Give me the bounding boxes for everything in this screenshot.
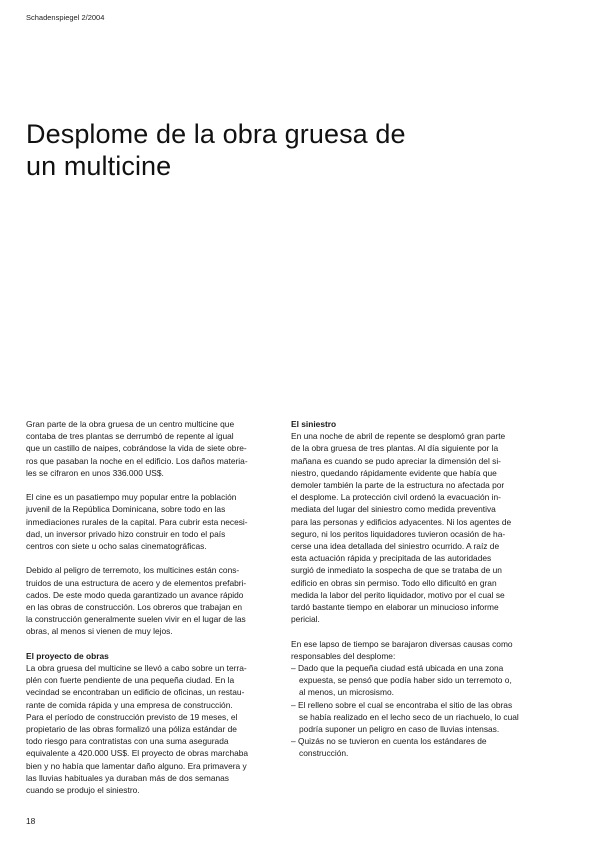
text-line: esta actuación rápida y precipitada de las autoridades	[291, 553, 492, 564]
text-line: surgió de inmediato la sospecha de que se trataba de un	[291, 565, 502, 576]
paragraph	[291, 430, 556, 625]
paragraph	[26, 662, 286, 796]
text-line: cuando se produjo el siniestro.	[26, 785, 140, 796]
text-line: dad, un inversor privado hizo construir en todo el país	[26, 528, 226, 539]
text-line: demoler también la parte de la estructura no afectada por	[291, 480, 505, 491]
text-line: propietario de las obras formalizó una póliza estándar de	[26, 724, 237, 735]
text-line: – El relleno sobre el cual se encontraba el sitio de las obras	[291, 699, 513, 710]
text-line: plén con fuerte pendiente de una pequeña ciudad. En la	[26, 675, 235, 686]
text-line: niestro, quedando rápidamente evidente que había que	[291, 467, 497, 478]
section	[291, 418, 556, 625]
text-line: la construcción generalmente suelen vivir en el lugar de las	[26, 614, 246, 625]
bullet-item	[291, 735, 556, 759]
bullet-item	[291, 699, 556, 736]
bullet-item	[291, 662, 556, 699]
text-line: En ese lapso de tiempo se barajaron diversas causas como	[291, 638, 513, 649]
text-line: El cine es un pasatiempo muy popular entre la población	[26, 492, 237, 503]
text-line: seguro, ni los peritos liquidadores tuvieron ocasión de ha-	[291, 528, 506, 539]
text-line: cerse una idea detallada del siniestro ocurrido. A raíz de	[291, 541, 500, 552]
page-number: 18	[26, 816, 36, 826]
text-line: inmediaciones rurales de la capital. Para cubrir esta necesi-	[26, 516, 248, 527]
text-line: podría suponer un peligro en caso de lluvias intensas.	[299, 724, 500, 735]
text-line: expuesta, se pensó que podía haber sido un terremoto o,	[299, 675, 512, 686]
paragraph	[26, 491, 286, 552]
text-line: Para el período de construcción previsto de 19 meses, el	[26, 711, 238, 722]
text-line: en las obras de construcción. Los obreros que trabajan en	[26, 602, 243, 613]
text-line: contaba de tres plantas se derrumbó de repente al igual	[26, 431, 234, 442]
text-line: bien y no había que lamentar daño alguno. Era primavera y	[26, 760, 247, 771]
text-line: juvenil de la República Dominicana, sobre todo en las	[26, 504, 226, 515]
text-line: de la obra gruesa de tres plantas. Al día siguiente por la	[291, 443, 499, 454]
text-line: rante de comida rápida y una empresa de construcción.	[26, 699, 233, 710]
text-line: En una noche de abril de repente se desplomó gran parte	[291, 431, 506, 442]
text-line: Debido al peligro de terremoto, los multicines están cons-	[26, 565, 240, 576]
text-line: centros con siete u ocho salas cinematográficas.	[26, 541, 207, 552]
text-line: todo riesgo para contratistas con una suma asegurada	[26, 736, 229, 747]
text-line: las lluvias habituales ya duraban más de dos semanas	[26, 772, 229, 783]
section	[26, 650, 286, 796]
intro-lines	[291, 638, 556, 662]
left-column	[26, 418, 286, 796]
right-column	[291, 418, 556, 760]
text-line: La obra gruesa del multicine se llevó a cabo sobre un terra-	[26, 663, 247, 674]
text-line: se había realizado en el lecho seco de un riachuelo, lo cual	[299, 711, 519, 722]
text-line: construcción.	[299, 748, 349, 759]
paragraph	[291, 638, 556, 760]
text-line: al menos, un microsismo.	[299, 687, 394, 698]
text-line: – Dado que la pequeña ciudad está ubicada en una zona	[291, 663, 504, 674]
section-heading: El siniestro	[291, 419, 337, 429]
text-line: equivalente a 420.000 US$. El proyecto de obras marchaba	[26, 748, 249, 759]
text-line: vecindad se encontraban un edificio de oficinas, un restau-	[26, 687, 245, 698]
text-line: – Quizás no se tuvieron en cuenta los estándares de	[291, 736, 487, 747]
text-line: Gran parte de la obra gruesa de un centro multicine que	[26, 419, 235, 429]
running-header: Schadenspiegel 2/2004	[26, 13, 105, 22]
text-line: que un castillo de naipes, cobrándose la vida de siete obre-	[26, 443, 247, 454]
section-heading: El proyecto de obras	[26, 650, 109, 661]
text-line: truidos de una estructura de acero y de elementos prefabri-	[26, 577, 247, 588]
article-title	[26, 118, 406, 182]
title-line: un multicine	[26, 151, 172, 181]
text-line: para las personas y edificios adyacentes. Ni los agentes de	[291, 516, 512, 527]
text-line: el desplome. La protección civil ordenó la evacuación in-	[291, 492, 501, 503]
paragraph	[26, 564, 286, 637]
text-line: mañana es cuando se pudo apreciar la dimensión del si-	[291, 455, 501, 466]
paragraph	[26, 418, 286, 479]
text-line: obras, al menos si vienen de muy lejos.	[26, 626, 173, 637]
text-line: pericial.	[291, 614, 320, 625]
text-line: cados. De este modo queda garantizado un avance rápido	[26, 589, 244, 600]
text-line: mediata del lugar del siniestro como medida preventiva	[291, 504, 496, 515]
text-line: tardó bastante tiempo en elaborar un minucioso informe	[291, 602, 499, 613]
text-line: responsables del desplome:	[291, 650, 396, 661]
text-line: edificio en obras sin permiso. Todo ello dificultó en gran	[291, 577, 497, 588]
text-line: les se cifraron en unos 336.000 US$.	[26, 467, 164, 478]
text-line: medida la labor del perito liquidador, motivo por el cual se	[291, 589, 505, 600]
title-line: Desplome de la obra gruesa de	[26, 119, 406, 149]
text-line: ros que pasaban la noche en el edificio. Los daños materia-	[26, 455, 248, 466]
